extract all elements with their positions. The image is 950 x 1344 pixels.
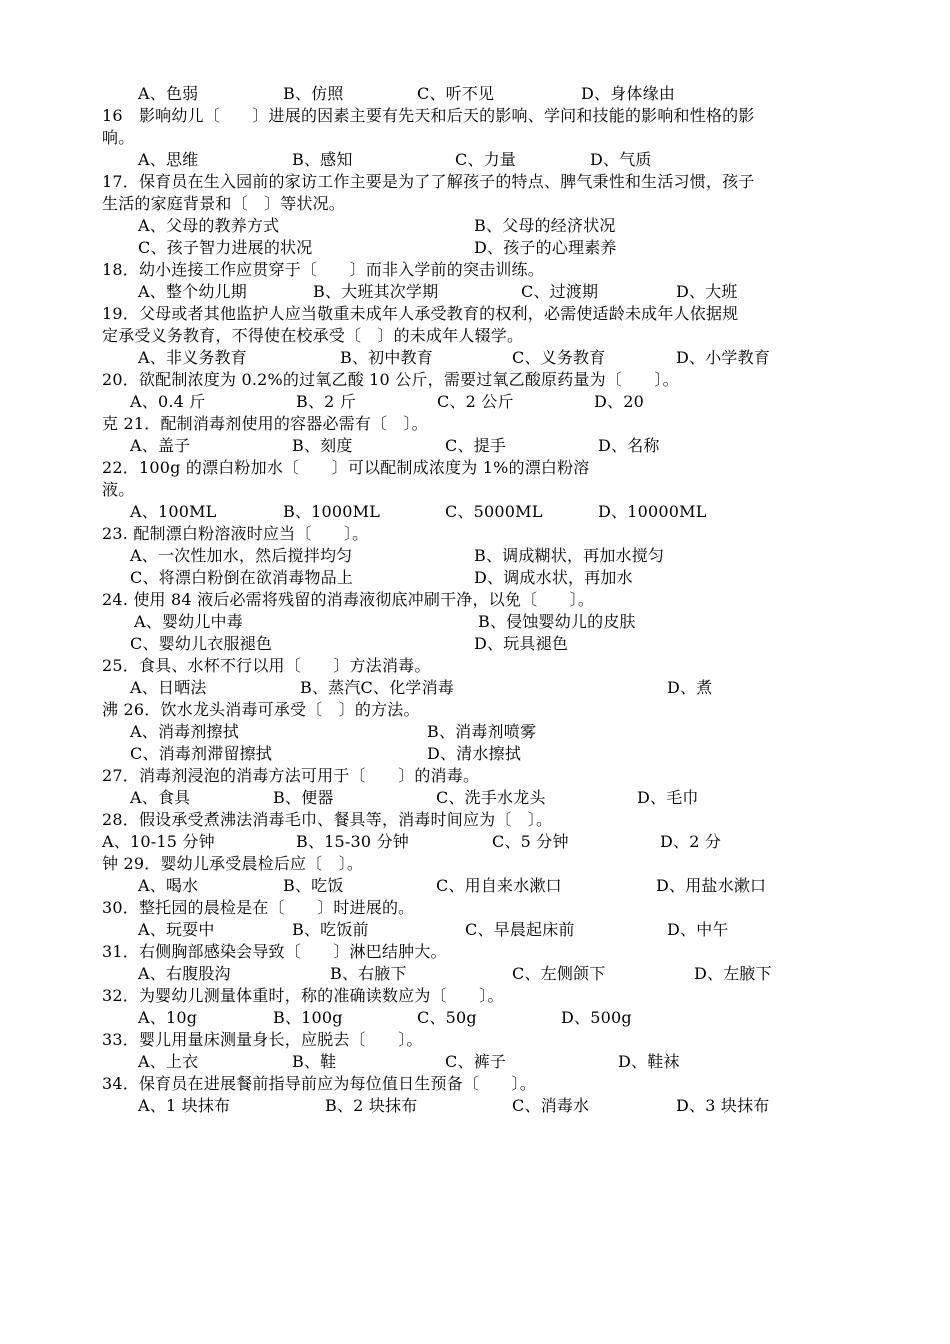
option-d: D、调成水状，再加水	[474, 568, 633, 587]
option-b: B、2 斤	[296, 392, 357, 411]
option-a: A、食具	[130, 788, 191, 807]
option-c: C、50g	[417, 1008, 477, 1027]
option-b: B、1000ML	[283, 502, 381, 521]
option-d: D、500g	[561, 1008, 632, 1027]
option-c: C、洗手水龙头	[436, 788, 546, 807]
option-a: A、右腹股沟	[138, 964, 231, 983]
option-c: C、义务教育	[512, 348, 606, 367]
option-d: D、20	[594, 392, 644, 411]
option-d: D、中午	[667, 920, 729, 939]
option-a: A、盖子	[130, 436, 191, 455]
option-c: C、力量	[455, 150, 517, 169]
question-28: 28．假设承受煮沸法消毒毛巾、餐具等，消毒时间应为〔 〕。	[102, 810, 553, 829]
option-a: A、10g	[138, 1008, 198, 1027]
question-29: 钟 29．婴幼儿承受晨检后应〔 〕。	[102, 854, 364, 873]
option-a: A、非义务教育	[138, 348, 247, 367]
option-a: A、整个幼儿期	[138, 282, 247, 301]
option-c: C、过渡期	[521, 282, 599, 301]
question-30: 30．整托园的晨检是在〔 〕时进展的。	[102, 898, 415, 917]
option-b: B、15-30 分钟	[296, 832, 409, 851]
option-d: D、大班	[676, 282, 738, 301]
question-18: 18．幼小连接工作应贯穿于〔 〕而非入学前的突击训练。	[102, 260, 544, 279]
option-b: B、感知	[292, 150, 353, 169]
option-d: D、煮	[667, 678, 713, 697]
option-b: B、便器	[273, 788, 334, 807]
option-a: A、日晒法	[130, 678, 207, 697]
option-a: A、玩耍中	[138, 920, 215, 939]
option-d: D、气质	[590, 150, 652, 169]
option-b: B、蒸汽C、化学消毒	[300, 678, 455, 697]
option-b: B、仿照	[283, 84, 344, 103]
option-c: C、将漂白粉倒在欲消毒物品上	[130, 568, 354, 587]
option-c: C、5 分钟	[492, 832, 569, 851]
option-d: D、用盐水漱口	[656, 876, 767, 895]
question-24: 24. 使用 84 液后必需将残留的消毒液彻底冲刷干净，以免〔 〕。	[102, 590, 595, 609]
option-c: C、早晨起床前	[465, 920, 575, 939]
option-d: D、清水擦拭	[427, 744, 522, 763]
option-b: B、父母的经济状况	[474, 216, 616, 235]
option-b: B、吃饭	[283, 876, 344, 895]
question-21: 克 21．配制消毒剂使用的容器必需有〔 〕。	[102, 414, 428, 433]
option-d: D、毛巾	[637, 788, 699, 807]
question-22-cont: 液。	[102, 480, 135, 499]
option-c: C、提手	[445, 436, 507, 455]
option-c: C、消毒水	[512, 1096, 590, 1115]
option-b: B、调成糊状，再加水搅匀	[474, 546, 665, 565]
option-d: D、3 块抹布	[676, 1096, 770, 1115]
option-b: B、初中教育	[340, 348, 433, 367]
option-c: C、消毒剂滞留擦拭	[130, 744, 273, 763]
option-a: A、1 块抹布	[138, 1096, 231, 1115]
option-c: C、用自来水漱口	[436, 876, 562, 895]
option-b: B、鞋	[292, 1052, 337, 1071]
option-d: D、玩具褪色	[474, 634, 569, 653]
option-c: C、2 公斤	[437, 392, 514, 411]
option-a: A、婴幼儿中毒	[134, 612, 243, 631]
question-16: 16 影响幼儿〔 〕进展的因素主要有先天和后天的影响、学问和技能的影响和性格的影	[102, 106, 755, 125]
question-16-cont: 响。	[102, 128, 135, 147]
option-a: A、喝水	[138, 876, 199, 895]
option-a: A、上衣	[138, 1052, 199, 1071]
option-d: D、名称	[598, 436, 660, 455]
option-b: B、刻度	[292, 436, 353, 455]
question-33: 33．婴儿用量床测量身长，应脱去〔 〕。	[102, 1030, 423, 1049]
question-34: 34．保育员在进展餐前指导前应为每位值日生预备〔 〕。	[102, 1074, 536, 1093]
option-b: B、大班其次学期	[313, 282, 439, 301]
option-d: D、10000ML	[598, 502, 707, 521]
option-b: B、吃饭前	[292, 920, 369, 939]
option-c: C、裤子	[445, 1052, 507, 1071]
option-c: C、5000ML	[445, 502, 543, 521]
option-c: C、孩子智力进展的状况	[138, 238, 313, 257]
option-a: A、色弱	[138, 84, 199, 103]
option-b: B、侵蚀婴幼儿的皮肤	[478, 612, 636, 631]
question-17-cont: 生活的家庭背景和〔 〕等状况。	[102, 194, 346, 213]
option-b: B、右腋下	[330, 964, 407, 983]
option-a: A、一次性加水，然后搅拌均匀	[130, 546, 353, 565]
option-b: B、2 块抹布	[325, 1096, 418, 1115]
question-32: 32．为婴幼儿测量体重时，称的准确读数应为〔 〕。	[102, 986, 504, 1005]
option-b: B、100g	[273, 1008, 343, 1027]
question-26: 沸 26．饮水龙头消毒可承受〔 〕的方法。	[102, 700, 420, 719]
question-19: 19．父母或者其他监护人应当敬重未成年人承受教育的权利，必需使适龄未成年人依据规	[102, 304, 739, 323]
option-d: D、小学教育	[676, 348, 771, 367]
question-25: 25．食具、水杯不行以用〔 〕方法消毒。	[102, 656, 431, 675]
question-19-cont: 定承受义务教育，不得使在校承受〔 〕的未成年人辍学。	[102, 326, 524, 345]
option-a: A、消毒剂擦拭	[130, 722, 239, 741]
option-b: B、消毒剂喷雾	[427, 722, 537, 741]
option-a: A、思维	[138, 150, 199, 169]
option-a: A、父母的教养方式	[138, 216, 280, 235]
option-c: C、左侧颌下	[512, 964, 606, 983]
option-d: D、身体缘由	[581, 84, 676, 103]
question-23: 23. 配制漂白粉溶液时应当〔 〕。	[102, 524, 369, 543]
question-17: 17．保育员在生入园前的家访工作主要是为了了解孩子的特点、脾气秉性和生活习惯，孩子	[102, 172, 755, 191]
option-c: C、婴幼儿衣服褪色	[130, 634, 273, 653]
question-31: 31．右侧胸部感染会导致〔 〕淋巴结肿大。	[102, 942, 447, 961]
option-d: D、左腋下	[694, 964, 772, 983]
option-d: D、鞋袜	[618, 1052, 680, 1071]
question-27: 27．消毒剂浸泡的消毒方法可用于〔 〕的消毒。	[102, 766, 480, 785]
option-a: A、10-15 分钟	[102, 832, 215, 851]
option-a: A、100ML	[130, 502, 217, 521]
option-a: A、0.4 斤	[130, 392, 206, 411]
option-c: C、听不见	[417, 84, 495, 103]
option-d: D、2 分	[660, 832, 722, 851]
question-20: 20．欲配制浓度为 0.2%的过氧乙酸 10 公斤，需要过氧乙酸原药量为〔 〕。	[102, 370, 679, 389]
question-22: 22．100g 的漂白粉加水〔 〕可以配制成浓度为 1%的漂白粉溶	[102, 458, 590, 477]
option-d: D、孩子的心理素养	[474, 238, 617, 257]
